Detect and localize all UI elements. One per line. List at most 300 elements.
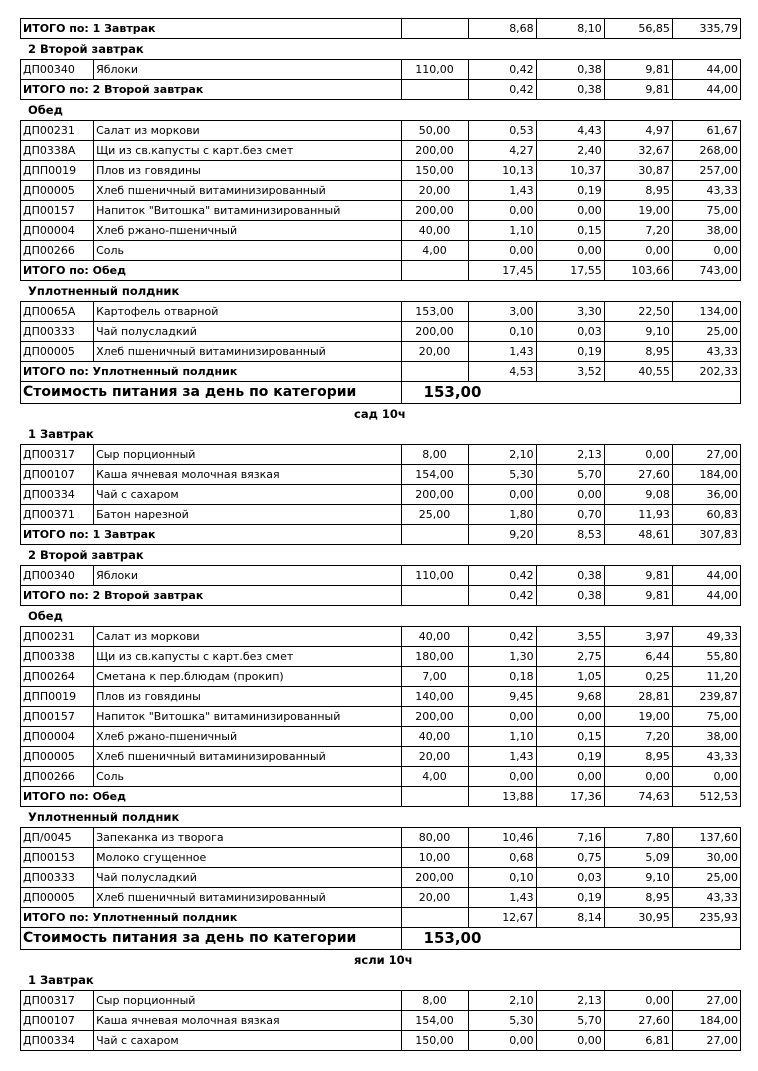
dish-weight: 140,00 [401, 687, 468, 707]
dish-code: ДП00231 [21, 121, 94, 141]
protein-value: 9,45 [468, 687, 536, 707]
dish-row [21, 848, 741, 868]
fat-value: 0,75 [536, 848, 604, 868]
dish-weight: 200,00 [401, 322, 468, 342]
fat-value: 5,70 [536, 1011, 604, 1031]
fat-value: 0,19 [536, 888, 604, 908]
dish-name: Каша ячневая молочная вязкая [94, 1011, 401, 1031]
protein-value: 0,68 [468, 848, 536, 868]
dish-row [21, 687, 741, 707]
dish-weight: 180,00 [401, 647, 468, 667]
total-weight-empty [401, 586, 468, 606]
energy-value: 43,33 [672, 181, 740, 201]
dish-row [21, 505, 741, 525]
dish-code: ДП00231 [21, 627, 94, 647]
dish-code: ДП00333 [21, 868, 94, 888]
fat-value: 3,55 [536, 627, 604, 647]
dish-weight: 150,00 [401, 1031, 468, 1051]
dish-code: ДП0338А [21, 141, 94, 161]
dish-name: Хлеб пшеничный витаминизированный [94, 342, 401, 362]
dish-name: Молоко сгущенное [94, 848, 401, 868]
fat-value: 2,75 [536, 647, 604, 667]
dish-row [21, 322, 741, 342]
total-energy: 235,93 [672, 908, 740, 928]
total-row [21, 362, 741, 382]
carbs-value: 3,97 [604, 627, 672, 647]
energy-value: 0,00 [672, 767, 740, 787]
dish-row [21, 627, 741, 647]
carbs-value: 30,87 [604, 161, 672, 181]
total-carbs: 9,81 [604, 586, 672, 606]
protein-value: 0,00 [468, 241, 536, 261]
dish-code: ДП00317 [21, 445, 94, 465]
dish-name: Картофель отварной [94, 302, 401, 322]
fat-value: 4,43 [536, 121, 604, 141]
total-label: ИТОГО по: 2 Второй завтрак [21, 586, 402, 606]
fat-value: 0,00 [536, 707, 604, 727]
dish-code: ДП00157 [21, 707, 94, 727]
protein-value: 0,00 [468, 201, 536, 221]
carbs-value: 0,00 [604, 241, 672, 261]
dish-row [21, 1011, 741, 1031]
fat-value: 9,68 [536, 687, 604, 707]
energy-value: 43,33 [672, 342, 740, 362]
energy-value: 44,00 [672, 566, 740, 586]
energy-value: 11,20 [672, 667, 740, 687]
protein-value: 5,30 [468, 465, 536, 485]
dish-row [21, 707, 741, 727]
dish-code: ДП00266 [21, 767, 94, 787]
dish-name: Плов из говядины [94, 687, 401, 707]
dish-code: ДП00107 [21, 1011, 94, 1031]
dish-weight: 4,00 [401, 241, 468, 261]
fat-value: 3,30 [536, 302, 604, 322]
dish-weight: 40,00 [401, 727, 468, 747]
total-energy: 335,79 [672, 19, 740, 39]
carbs-value: 8,95 [604, 342, 672, 362]
total-fat: 0,38 [536, 586, 604, 606]
dish-name: Сметана к пер.блюдам (прокип) [94, 667, 401, 687]
meal-table [20, 120, 741, 281]
fat-value: 2,13 [536, 991, 604, 1011]
total-protein: 12,67 [468, 908, 536, 928]
meal-table [20, 827, 741, 950]
meal-title: Обед [28, 103, 63, 117]
dish-code: ДП00004 [21, 221, 94, 241]
dish-name: Батон нарезной [94, 505, 401, 525]
dish-weight: 7,00 [401, 667, 468, 687]
carbs-value: 9,08 [604, 485, 672, 505]
total-carbs: 40,55 [604, 362, 672, 382]
daily-cost-label: Стоимость питания за день по категории [21, 382, 402, 404]
carbs-value: 19,00 [604, 201, 672, 221]
protein-value: 1,43 [468, 181, 536, 201]
dish-code: ДПП0019 [21, 687, 94, 707]
dish-row [21, 121, 741, 141]
total-energy: 44,00 [672, 80, 740, 100]
meal-table [20, 18, 741, 39]
dish-name: Хлеб ржано-пшеничный [94, 727, 401, 747]
dish-name: Хлеб пшеничный витаминизированный [94, 888, 401, 908]
dish-code: ДП/0045 [21, 828, 94, 848]
protein-value: 1,43 [468, 342, 536, 362]
dish-weight: 153,00 [401, 302, 468, 322]
fat-value: 0,15 [536, 727, 604, 747]
protein-value: 0,00 [468, 707, 536, 727]
energy-value: 44,00 [672, 60, 740, 80]
dish-name: Напиток "Витошка" витаминизированный [94, 201, 401, 221]
dish-code: ДП00340 [21, 566, 94, 586]
total-energy: 202,33 [672, 362, 740, 382]
dish-weight: 50,00 [401, 121, 468, 141]
total-carbs: 103,66 [604, 261, 672, 281]
fat-value: 0,19 [536, 747, 604, 767]
total-protein: 17,45 [468, 261, 536, 281]
total-fat: 17,36 [536, 787, 604, 807]
dish-weight: 110,00 [401, 60, 468, 80]
dish-row [21, 888, 741, 908]
dish-weight: 80,00 [401, 828, 468, 848]
dish-name: Салат из моркови [94, 121, 401, 141]
protein-value: 0,42 [468, 566, 536, 586]
total-weight-empty [401, 525, 468, 545]
total-weight-empty [401, 362, 468, 382]
energy-value: 134,00 [672, 302, 740, 322]
dish-code: ДП00338 [21, 647, 94, 667]
dish-row [21, 141, 741, 161]
dish-name: Хлеб пшеничный витаминизированный [94, 181, 401, 201]
dish-code: ДП00334 [21, 1031, 94, 1051]
carbs-value: 4,97 [604, 121, 672, 141]
dish-row [21, 647, 741, 667]
carbs-value: 27,60 [604, 465, 672, 485]
dish-name: Сыр порционный [94, 991, 401, 1011]
total-label: ИТОГО по: Уплотненный полдник [21, 362, 402, 382]
fat-value: 0,00 [536, 485, 604, 505]
dish-code: ДП00107 [21, 465, 94, 485]
dish-row [21, 465, 741, 485]
energy-value: 27,00 [672, 445, 740, 465]
dish-name: Хлеб ржано-пшеничный [94, 221, 401, 241]
total-label: ИТОГО по: Обед [21, 787, 402, 807]
dish-code: ДП00005 [21, 888, 94, 908]
protein-value: 0,00 [468, 1031, 536, 1051]
dish-weight: 154,00 [401, 465, 468, 485]
dish-weight: 20,00 [401, 342, 468, 362]
dish-name: Сыр порционный [94, 445, 401, 465]
dish-code: ДП00005 [21, 747, 94, 767]
energy-value: 25,00 [672, 868, 740, 888]
protein-value: 5,30 [468, 1011, 536, 1031]
total-row [21, 787, 741, 807]
carbs-value: 11,93 [604, 505, 672, 525]
total-energy: 512,53 [672, 787, 740, 807]
total-row [21, 586, 741, 606]
carbs-value: 8,95 [604, 181, 672, 201]
dish-name: Чай с сахаром [94, 485, 401, 505]
category-title: ясли 10ч [354, 953, 413, 967]
dish-row [21, 445, 741, 465]
protein-value: 0,42 [468, 60, 536, 80]
energy-value: 268,00 [672, 141, 740, 161]
meal-table [20, 59, 741, 100]
dish-row [21, 60, 741, 80]
energy-value: 55,80 [672, 647, 740, 667]
total-row [21, 261, 741, 281]
fat-value: 5,70 [536, 465, 604, 485]
protein-value: 0,10 [468, 322, 536, 342]
total-carbs: 74,63 [604, 787, 672, 807]
dish-row [21, 667, 741, 687]
energy-value: 38,00 [672, 221, 740, 241]
dish-code: ДП00005 [21, 342, 94, 362]
dish-row [21, 566, 741, 586]
dish-row [21, 342, 741, 362]
fat-value: 0,19 [536, 181, 604, 201]
protein-value: 0,00 [468, 767, 536, 787]
dish-code: ДП00264 [21, 667, 94, 687]
protein-value: 3,00 [468, 302, 536, 322]
dish-name: Щи из св.капусты с карт.без смет [94, 647, 401, 667]
carbs-value: 0,00 [604, 767, 672, 787]
dish-name: Чай полусладкий [94, 868, 401, 888]
total-protein: 8,68 [468, 19, 536, 39]
dish-weight: 200,00 [401, 707, 468, 727]
energy-value: 257,00 [672, 161, 740, 181]
carbs-value: 27,60 [604, 1011, 672, 1031]
protein-value: 0,10 [468, 868, 536, 888]
dish-weight: 10,00 [401, 848, 468, 868]
dish-code: ДП00340 [21, 60, 94, 80]
carbs-value: 7,80 [604, 828, 672, 848]
fat-value: 0,00 [536, 241, 604, 261]
dish-row [21, 241, 741, 261]
total-label: ИТОГО по: 1 Завтрак [21, 525, 402, 545]
total-label: ИТОГО по: 2 Второй завтрак [21, 80, 402, 100]
total-label: ИТОГО по: 1 Завтрак [21, 19, 402, 39]
dish-code: ДП00153 [21, 848, 94, 868]
fat-value: 0,00 [536, 767, 604, 787]
fat-value: 2,40 [536, 141, 604, 161]
dish-row [21, 485, 741, 505]
fat-value: 0,00 [536, 1031, 604, 1051]
meal-table [20, 990, 741, 1051]
carbs-value: 8,95 [604, 888, 672, 908]
dish-name: Яблоки [94, 60, 401, 80]
meal-title: Уплотненный полдник [28, 810, 180, 824]
dish-weight: 200,00 [401, 141, 468, 161]
total-row [21, 19, 741, 39]
fat-value: 2,13 [536, 445, 604, 465]
dish-weight: 25,00 [401, 505, 468, 525]
dish-name: Запеканка из творога [94, 828, 401, 848]
protein-value: 2,10 [468, 445, 536, 465]
meal-table [20, 301, 741, 404]
carbs-value: 9,10 [604, 868, 672, 888]
carbs-value: 6,44 [604, 647, 672, 667]
fat-value: 0,15 [536, 221, 604, 241]
total-fat: 17,55 [536, 261, 604, 281]
meal-table [20, 626, 741, 807]
dish-weight: 20,00 [401, 888, 468, 908]
energy-value: 75,00 [672, 707, 740, 727]
protein-value: 4,27 [468, 141, 536, 161]
dish-row [21, 991, 741, 1011]
carbs-value: 9,10 [604, 322, 672, 342]
carbs-value: 9,81 [604, 566, 672, 586]
energy-value: 184,00 [672, 1011, 740, 1031]
dish-weight: 8,00 [401, 445, 468, 465]
dish-weight: 200,00 [401, 868, 468, 888]
energy-value: 75,00 [672, 201, 740, 221]
energy-value: 25,00 [672, 322, 740, 342]
dish-name: Каша ячневая молочная вязкая [94, 465, 401, 485]
energy-value: 184,00 [672, 465, 740, 485]
dish-row [21, 868, 741, 888]
carbs-value: 9,81 [604, 60, 672, 80]
dish-weight: 40,00 [401, 221, 468, 241]
dish-row [21, 727, 741, 747]
energy-value: 49,33 [672, 627, 740, 647]
protein-value: 10,46 [468, 828, 536, 848]
dish-name: Напиток "Витошка" витаминизированный [94, 707, 401, 727]
energy-value: 43,33 [672, 888, 740, 908]
dish-row [21, 828, 741, 848]
protein-value: 0,00 [468, 485, 536, 505]
protein-value: 0,42 [468, 627, 536, 647]
carbs-value: 5,09 [604, 848, 672, 868]
carbs-value: 0,25 [604, 667, 672, 687]
energy-value: 0,00 [672, 241, 740, 261]
fat-value: 0,38 [536, 566, 604, 586]
fat-value: 10,37 [536, 161, 604, 181]
dish-code: ДП00334 [21, 485, 94, 505]
daily-cost-value: 153,00 [401, 928, 740, 950]
total-protein: 0,42 [468, 80, 536, 100]
meal-title: 2 Второй завтрак [28, 42, 144, 56]
energy-value: 30,00 [672, 848, 740, 868]
total-row [21, 80, 741, 100]
dish-name: Яблоки [94, 566, 401, 586]
total-carbs: 48,61 [604, 525, 672, 545]
dish-row [21, 767, 741, 787]
dish-weight: 150,00 [401, 161, 468, 181]
category-title: сад 10ч [354, 407, 406, 421]
total-energy: 44,00 [672, 586, 740, 606]
fat-value: 0,03 [536, 322, 604, 342]
protein-value: 1,43 [468, 888, 536, 908]
dish-row [21, 161, 741, 181]
meal-title: Обед [28, 609, 63, 623]
meal-table [20, 565, 741, 606]
dish-weight: 110,00 [401, 566, 468, 586]
carbs-value: 0,00 [604, 445, 672, 465]
total-energy: 743,00 [672, 261, 740, 281]
dish-name: Салат из моркови [94, 627, 401, 647]
dish-code: ДПП0019 [21, 161, 94, 181]
energy-value: 36,00 [672, 485, 740, 505]
dish-name: Чай полусладкий [94, 322, 401, 342]
dish-weight: 154,00 [401, 1011, 468, 1031]
meal-title: 1 Завтрак [28, 427, 94, 441]
daily-cost-label: Стоимость питания за день по категории [21, 928, 402, 950]
dish-name: Соль [94, 767, 401, 787]
dish-name: Щи из св.капусты с карт.без смет [94, 141, 401, 161]
fat-value: 0,70 [536, 505, 604, 525]
energy-value: 61,67 [672, 121, 740, 141]
protein-value: 10,13 [468, 161, 536, 181]
energy-value: 239,87 [672, 687, 740, 707]
dish-name: Плов из говядины [94, 161, 401, 181]
carbs-value: 28,81 [604, 687, 672, 707]
total-label: ИТОГО по: Обед [21, 261, 402, 281]
dish-name: Соль [94, 241, 401, 261]
protein-value: 1,10 [468, 221, 536, 241]
carbs-value: 7,20 [604, 727, 672, 747]
total-carbs: 30,95 [604, 908, 672, 928]
total-weight-empty [401, 19, 468, 39]
dish-name: Хлеб пшеничный витаминизированный [94, 747, 401, 767]
dish-code: ДП00005 [21, 181, 94, 201]
total-weight-empty [401, 787, 468, 807]
carbs-value: 0,00 [604, 991, 672, 1011]
energy-value: 27,00 [672, 1031, 740, 1051]
daily-cost-value: 153,00 [401, 382, 740, 404]
menu-report [20, 18, 741, 1051]
protein-value: 1,10 [468, 727, 536, 747]
fat-value: 7,16 [536, 828, 604, 848]
protein-value: 1,80 [468, 505, 536, 525]
dish-row [21, 201, 741, 221]
dish-weight: 200,00 [401, 201, 468, 221]
carbs-value: 22,50 [604, 302, 672, 322]
protein-value: 0,53 [468, 121, 536, 141]
total-weight-empty [401, 261, 468, 281]
total-fat: 8,53 [536, 525, 604, 545]
dish-code: ДП00317 [21, 991, 94, 1011]
energy-value: 43,33 [672, 747, 740, 767]
dish-code: ДП00266 [21, 241, 94, 261]
total-label: ИТОГО по: Уплотненный полдник [21, 908, 402, 928]
total-protein: 4,53 [468, 362, 536, 382]
total-row [21, 525, 741, 545]
dish-code: ДП0065А [21, 302, 94, 322]
dish-code: ДП00371 [21, 505, 94, 525]
total-fat: 3,52 [536, 362, 604, 382]
dish-weight: 200,00 [401, 485, 468, 505]
total-protein: 0,42 [468, 586, 536, 606]
daily-cost-row [21, 928, 741, 950]
carbs-value: 19,00 [604, 707, 672, 727]
energy-value: 38,00 [672, 727, 740, 747]
carbs-value: 32,67 [604, 141, 672, 161]
carbs-value: 8,95 [604, 747, 672, 767]
protein-value: 2,10 [468, 991, 536, 1011]
dish-weight: 20,00 [401, 181, 468, 201]
meal-title: 2 Второй завтрак [28, 548, 144, 562]
total-energy: 307,83 [672, 525, 740, 545]
fat-value: 1,05 [536, 667, 604, 687]
energy-value: 27,00 [672, 991, 740, 1011]
fat-value: 0,19 [536, 342, 604, 362]
total-weight-empty [401, 908, 468, 928]
total-fat: 8,14 [536, 908, 604, 928]
total-carbs: 9,81 [604, 80, 672, 100]
dish-row [21, 1031, 741, 1051]
fat-value: 0,00 [536, 201, 604, 221]
dish-name: Чай с сахаром [94, 1031, 401, 1051]
dish-row [21, 181, 741, 201]
